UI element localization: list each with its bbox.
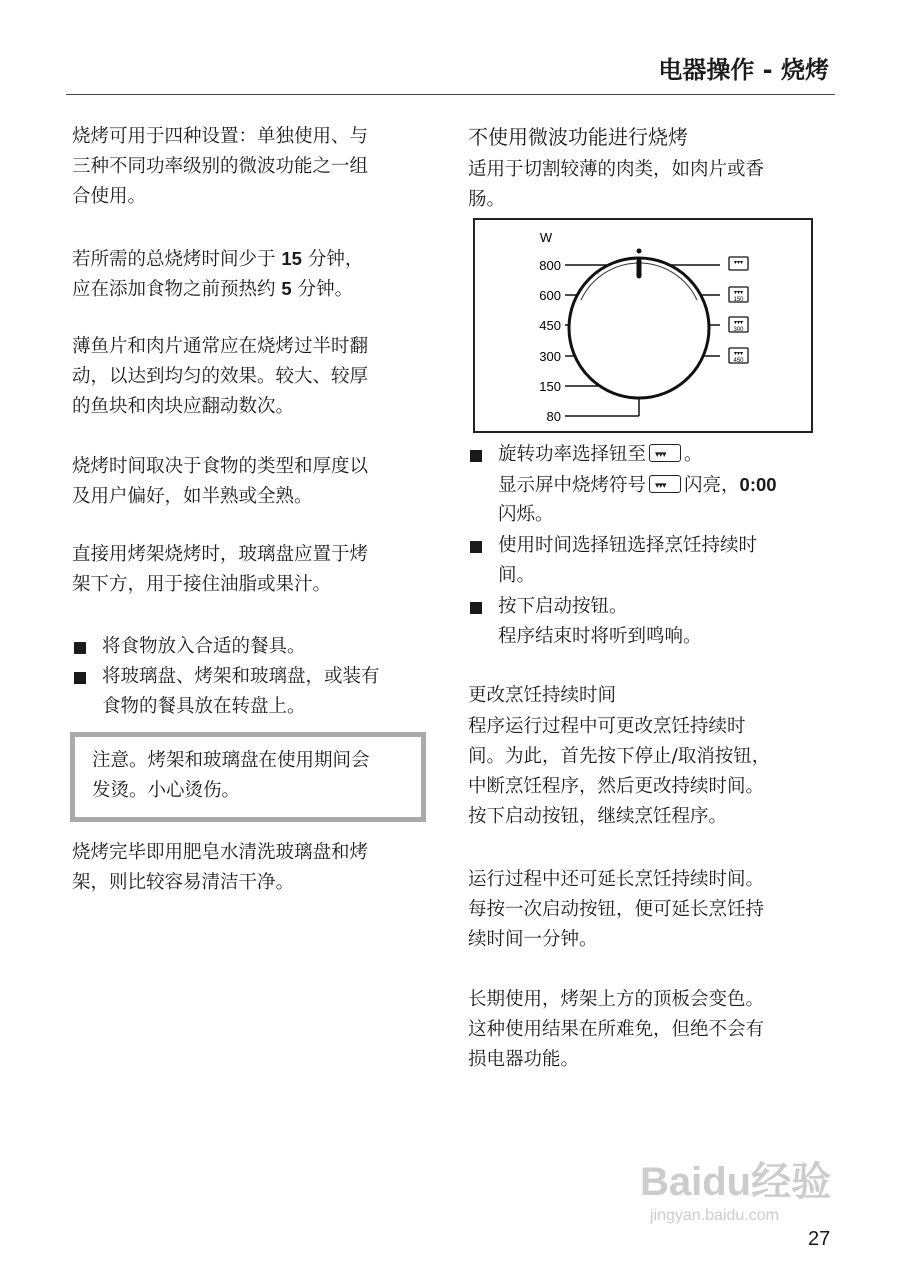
bullet-icon [470, 450, 482, 462]
text-line: 损电器功能。 [468, 1049, 580, 1070]
text-line: 架，则比较容易清洁干净。 [72, 872, 295, 893]
grill-level-label: 300 [733, 327, 744, 333]
dial-marker-dot [637, 249, 642, 254]
text-line: 及用户偏好，如半熟或全熟。 [72, 486, 313, 507]
power-label: 600 [539, 288, 561, 303]
text-line: 注意。烤架和玻璃盘在使用期间会 [92, 750, 370, 771]
text-line: 运行过程中还可延长烹饪持续时间。 [468, 869, 765, 890]
text-line: 程序结束时将听到鸣响。 [498, 626, 702, 647]
text-line: 续时间一分钟。 [468, 929, 598, 950]
text-line: 更改烹饪持续时间 [468, 685, 617, 706]
text-line: 长期使用，烤架上方的顶板会变色。 [468, 989, 765, 1010]
text-line: 肠。 [468, 189, 506, 210]
bullet-icon [74, 642, 86, 654]
text-line: 烧烤时间取决于食物的类型和厚度以 [72, 456, 369, 477]
text-line: 旋转功率选择钮至▾▾▾ 。 [498, 440, 703, 470]
text-line: 薄鱼片和肉片通常应在烧烤过半时翻 [72, 336, 369, 357]
watermark [640, 1150, 831, 1225]
text-line: 不使用微波功能进行烧烤 [468, 125, 688, 149]
bullet-icon [470, 541, 482, 553]
text-line: 发烫。小心烫伤。 [92, 780, 241, 801]
text-line: 按下启动按钮，继续烹饪程序。 [468, 806, 728, 827]
text-line: 食物的餐具放在转盘上。 [102, 696, 306, 717]
bullet-icon [470, 602, 482, 614]
text-line: 使用时间选择钮选择烹饪持续时 [498, 535, 758, 556]
text-line: 程序运行过程中可更改烹饪持续时 [468, 716, 746, 737]
grill-symbol-icon [649, 444, 681, 462]
text-line: 间。 [498, 565, 536, 586]
page-header-title: 电器操作 - 烧烤 [658, 56, 829, 84]
text-line: 适用于切割较薄的肉类，如肉片或香 [468, 159, 765, 180]
grill-symbol-icon: ▾▾▾ [733, 259, 744, 266]
power-label: 450 [539, 318, 561, 333]
text-line: 将食物放入合适的餐具。 [102, 636, 306, 657]
text-line: 三种不同功率级别的微波功能之一组 [72, 156, 369, 177]
text-line: 架下方，用于接住油脂或果汁。 [72, 574, 332, 595]
header-divider [66, 94, 835, 95]
power-dial-diagram [473, 218, 813, 433]
text-line: 闪烁。 [498, 504, 554, 525]
text-line: 直接用烤架烧烤时，玻璃盘应置于烤 [72, 544, 369, 565]
text-line: 中断烹饪程序，然后更改持续时间。 [468, 776, 765, 797]
power-label: 300 [539, 349, 561, 364]
text-line: 按下启动按钮。 [498, 596, 628, 617]
text-line: 合使用。 [72, 186, 147, 207]
power-label: 80 [546, 409, 561, 424]
grill-symbol-icon: ▾▾▾ [733, 289, 744, 296]
dial-knob [569, 258, 709, 398]
unit-label: W [539, 230, 553, 245]
text-line: 应在添加食物之前预热约 5 分钟。 [72, 278, 354, 300]
text-line: 若所需的总烧烤时间少于 15 分钟， [72, 248, 364, 270]
text-line: 这种使用结果在所难免，但绝不会有 [468, 1019, 765, 1040]
watermark-brand: Baidu经验 [640, 1160, 832, 1204]
text-line: 动，以达到均匀的效果。较大、较厚 [72, 366, 369, 387]
page-number: 27 [808, 1228, 831, 1250]
text-line: 烧烤可用于四种设置：单独使用、与 [72, 126, 369, 147]
text-line: 每按一次启动按钮，便可延长烹饪持 [468, 899, 765, 920]
grill-level-label: 150 [733, 297, 744, 303]
text-line: 间。为此，首先按下停止/取消按钮， [468, 746, 771, 767]
grill-level-label: 450 [733, 358, 744, 364]
bullet-icon [74, 672, 86, 684]
grill-symbol-icon: ▾▾▾ [733, 319, 744, 326]
text-line: 将玻璃盘、烤架和玻璃盘，或装有 [102, 666, 380, 687]
watermark-url: jingyan.baidu.com [650, 1207, 779, 1224]
power-label: 800 [539, 258, 561, 273]
grill-symbol-icon: ▾▾▾ [733, 350, 744, 357]
text-line: 烧烤完毕即用肥皂水清洗玻璃盘和烤 [72, 842, 369, 863]
grill-symbol-icon [649, 475, 681, 493]
text-line: 显示屏中烧烤符号▾▾▾ 闪亮，0:00 [498, 470, 777, 501]
text-line: 的鱼块和肉块应翻动数次。 [72, 396, 295, 417]
power-label: 150 [539, 379, 561, 394]
